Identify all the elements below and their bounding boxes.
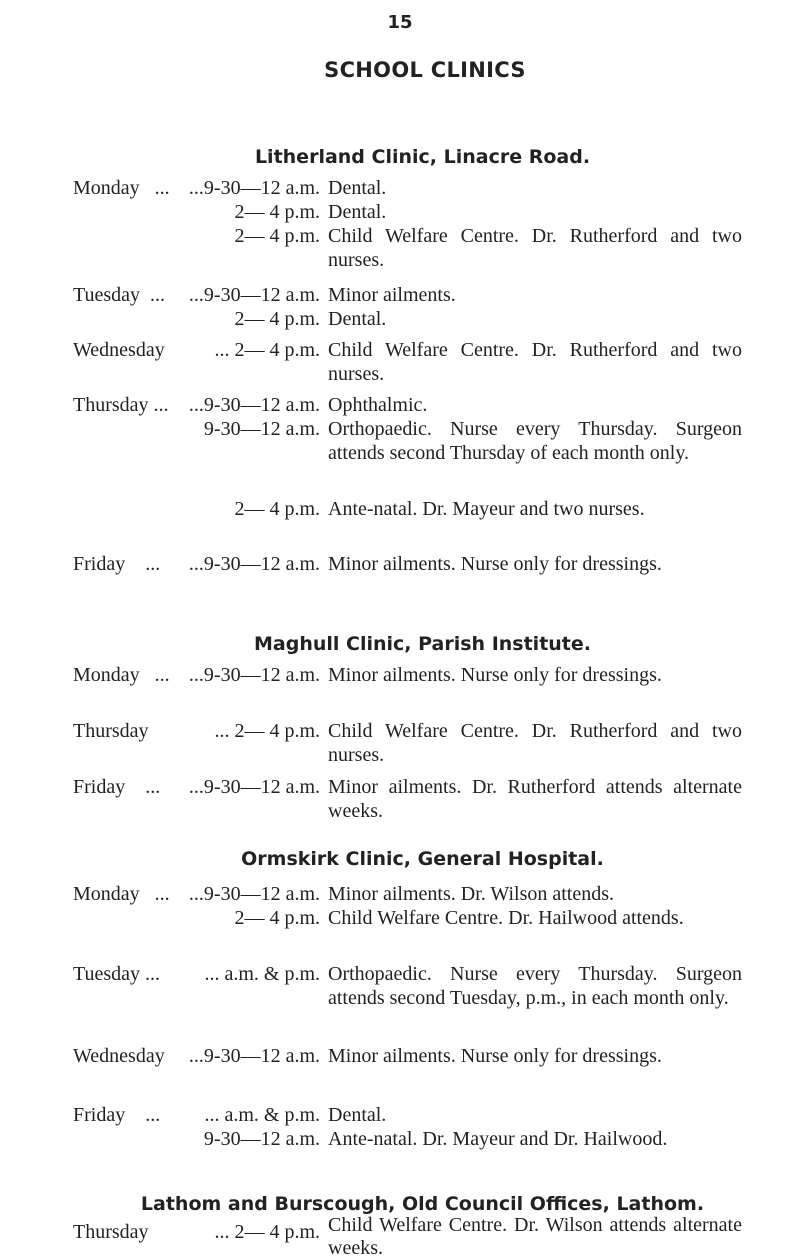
row-time: ...9-30—12 a.m. [188,1045,320,1067]
page-title: SCHOOL CLINICS [324,58,526,82]
row-description: Child Welfare Centre. Dr. Rutherford and two nurses. [328,339,742,385]
row-time: 9-30—12 a.m. [203,418,320,440]
row-time: 2— 4 p.m. [234,225,320,247]
row-time: ... 2— 4 p.m. [214,720,320,742]
row-time: ...9-30—12 a.m. [188,664,320,686]
row-time: ... a.m. & p.m. [204,963,320,985]
row-time: 2— 4 p.m. [234,308,320,330]
row-time: ...9-30—12 a.m. [188,394,320,416]
row-time: ... 2— 4 p.m. [214,339,320,361]
row-day: Monday ... [73,664,170,686]
row-description: Minor ailments. Nurse only for dressings. [328,553,662,575]
row-time: ...9-30—12 a.m. [188,177,320,199]
row-description: Dental. [328,177,387,199]
row-day: Tuesday ... [73,963,161,985]
row-description: Child Welfare Centre. Dr. Hailwood attends. [328,907,684,929]
row-description: Child Welfare Centre. Dr. Rutherford and two nurses. [328,225,742,271]
row-time: ...9-30—12 a.m. [188,776,320,798]
section-heading-lathom: Lathom and Burscough, Old Council Offices, Lathom. [140,1193,705,1215]
row-day: Thursday [73,1221,149,1243]
row-day: Monday ... [73,883,170,905]
row-description: Ophthalmic. [328,394,428,416]
section-heading-maghull: Maghull Clinic, Parish Institute. [254,633,591,655]
row-description: Minor ailments. Nurse only for dressings. [328,664,662,686]
row-time: 2— 4 p.m. [234,907,320,929]
row-description: Ante-natal. Dr. Mayeur and two nurses. [328,498,645,520]
row-day: Friday ... [73,776,161,798]
row-description: Dental. [328,201,387,223]
row-day: Thursday ... [73,394,169,416]
row-description: Child Welfare Centre. Dr. Rutherford and two nurses. [328,720,742,766]
row-day: Thursday [73,720,149,742]
section-heading-litherland: Litherland Clinic, Linacre Road. [254,146,591,168]
row-time: 2— 4 p.m. [234,201,320,223]
row-day: Wednesday [73,1045,165,1067]
row-time: ...9-30—12 a.m. [188,883,320,905]
row-day: Wednesday [73,339,165,361]
row-description: Orthopaedic. Nurse every Thursday. Surgeon attends second Tuesday, p.m., in each month only. [328,963,742,1009]
row-description: Minor ailments. Dr. Rutherford attends alternate weeks. [328,776,742,822]
row-description: Orthopaedic. Nurse every Thursday. Surgeon attends second Thursday of each month only. [328,418,742,464]
row-day: Tuesday ... [73,284,166,306]
section-heading-ormskirk: Ormskirk Clinic, General Hospital. [241,848,604,870]
row-time: 2— 4 p.m. [234,498,320,520]
row-description: Minor ailments. Dr. Wilson attends. [328,883,615,905]
row-day: Friday ... [73,1104,161,1126]
row-time: ...9-30—12 a.m. [188,553,320,575]
row-day: Friday ... [73,553,161,575]
row-day: Monday ... [73,177,170,199]
page-number: 15 [387,12,413,33]
row-description: Child Welfare Centre. Dr. Wilson attends alternate weeks. [328,1214,742,1259]
row-description: Dental. [328,308,387,330]
row-time: 9-30—12 a.m. [203,1128,320,1150]
row-description: Dental. [328,1104,387,1126]
row-time: ... 2— 4 p.m. [214,1221,320,1243]
row-time: ...9-30—12 a.m. [188,284,320,306]
row-description: Minor ailments. [328,284,456,306]
row-description: Ante-natal. Dr. Mayeur and Dr. Hailwood. [328,1128,668,1150]
row-time: ... a.m. & p.m. [204,1104,320,1126]
row-description: Minor ailments. Nurse only for dressings. [328,1045,662,1067]
